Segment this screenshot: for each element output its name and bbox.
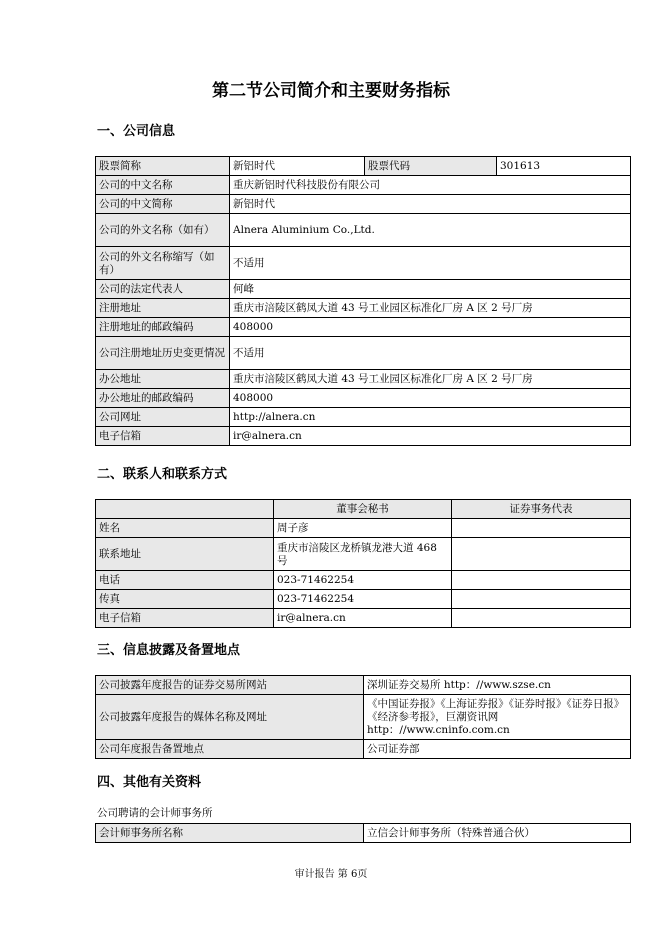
table-row	[96, 609, 631, 628]
row-value: ir@alnera.cn	[230, 427, 631, 446]
securities-rep-value	[452, 519, 631, 538]
row-label: 姓名	[96, 519, 274, 538]
stock-code-value: 301613	[497, 157, 631, 176]
row-label: 公司披露年度报告的媒体名称及网址	[96, 695, 364, 740]
securities-rep-value	[452, 538, 631, 571]
section-heading-company-info: 一、公司信息	[97, 124, 176, 139]
securities-rep-value	[452, 571, 631, 590]
secretary-value: 023-71462254	[274, 571, 452, 590]
securities-rep-header: 证券事务代表	[452, 500, 631, 519]
page-footer: 审计报告 第 6页	[294, 869, 368, 880]
row-label: 公司的外文名称缩写（如有）	[96, 247, 230, 280]
stock-code-label: 股票代码	[365, 157, 497, 176]
row-value: 深圳证券交易所 http：//www.szse.cn	[364, 676, 631, 695]
row-label: 会计师事务所名称	[96, 824, 364, 843]
company-info-table	[95, 156, 631, 446]
table-row	[96, 676, 631, 695]
row-value: 公司证券部	[364, 740, 631, 759]
row-value: http://alnera.cn	[230, 408, 631, 427]
table-row	[96, 280, 631, 299]
page-title: 第二节公司简介和主要财务指标	[212, 81, 450, 101]
secretary-value: 周子彦	[274, 519, 452, 538]
row-label: 公司年度报告备置地点	[96, 740, 364, 759]
table-row	[96, 157, 631, 176]
row-label: 电子信箱	[96, 427, 230, 446]
row-label: 公司的中文简称	[96, 195, 230, 214]
table-row	[96, 590, 631, 609]
row-value: 何峰	[230, 280, 631, 299]
row-label: 电子信箱	[96, 609, 274, 628]
contacts-table	[95, 499, 631, 628]
table-row	[96, 740, 631, 759]
table-row	[96, 571, 631, 590]
row-value: 408000	[230, 389, 631, 408]
row-label: 公司披露年度报告的证券交易所网站	[96, 676, 364, 695]
table-row	[96, 427, 631, 446]
row-value: 不适用	[230, 337, 631, 370]
table-row	[96, 337, 631, 370]
table-row	[96, 247, 631, 280]
row-label: 公司网址	[96, 408, 230, 427]
section-heading-disclosure: 三、信息披露及备置地点	[97, 643, 241, 658]
stock-short-name-label: 股票简称	[96, 157, 230, 176]
table-row	[96, 538, 631, 571]
table-row	[96, 824, 631, 843]
row-label: 注册地址	[96, 299, 230, 318]
disclosure-table	[95, 675, 631, 759]
table-row	[96, 389, 631, 408]
secretary-value: ir@alnera.cn	[274, 609, 452, 628]
header-blank-cell	[96, 500, 274, 519]
row-label: 联系地址	[96, 538, 274, 571]
auditor-subheading: 公司聘请的会计师事务所	[97, 807, 213, 819]
table-row	[96, 318, 631, 337]
table-row	[96, 299, 631, 318]
row-label: 公司的中文名称	[96, 176, 230, 195]
secretary-header: 董事会秘书	[274, 500, 452, 519]
table-row	[96, 195, 631, 214]
row-label: 公司的法定代表人	[96, 280, 230, 299]
row-label: 电话	[96, 571, 274, 590]
row-value: 重庆市涪陵区鹤凤大道 43 号工业园区标准化厂房 A 区 2 号厂房	[230, 370, 631, 389]
table-row	[96, 214, 631, 247]
auditor-table	[95, 823, 631, 843]
row-value: 新铝时代	[230, 195, 631, 214]
row-label: 公司注册地址历史变更情况	[96, 337, 230, 370]
row-value: 重庆新铝时代科技股份有限公司	[230, 176, 631, 195]
row-label: 公司的外文名称（如有）	[96, 214, 230, 247]
secretary-value: 023-71462254	[274, 590, 452, 609]
table-row	[96, 695, 631, 740]
row-value: 立信会计师事务所（特殊普通合伙）	[364, 824, 631, 843]
section-heading-other: 四、其他有关资料	[97, 775, 202, 790]
table-row	[96, 408, 631, 427]
table-row	[96, 500, 631, 519]
row-value: 《中国证券报》《上海证券报》《证券时报》《证券日报》《经济参考报》，巨潮资讯网 http：//www.cninfo.com.cn	[364, 695, 631, 740]
row-value: 重庆市涪陵区鹤凤大道 43 号工业园区标准化厂房 A 区 2 号厂房	[230, 299, 631, 318]
secretary-value: 重庆市涪陵区龙桥镇龙港大道 468 号	[274, 538, 452, 571]
securities-rep-value	[452, 609, 631, 628]
row-label: 传真	[96, 590, 274, 609]
row-label: 办公地址的邮政编码	[96, 389, 230, 408]
stock-short-name-value: 新铝时代	[230, 157, 365, 176]
row-label: 注册地址的邮政编码	[96, 318, 230, 337]
section-heading-contacts: 二、联系人和联系方式	[97, 467, 228, 482]
row-value: Alnera Aluminium Co.,Ltd.	[230, 214, 631, 247]
table-row	[96, 519, 631, 538]
row-value: 不适用	[230, 247, 631, 280]
row-label: 办公地址	[96, 370, 230, 389]
table-row	[96, 176, 631, 195]
securities-rep-value	[452, 590, 631, 609]
row-value: 408000	[230, 318, 631, 337]
table-row	[96, 370, 631, 389]
